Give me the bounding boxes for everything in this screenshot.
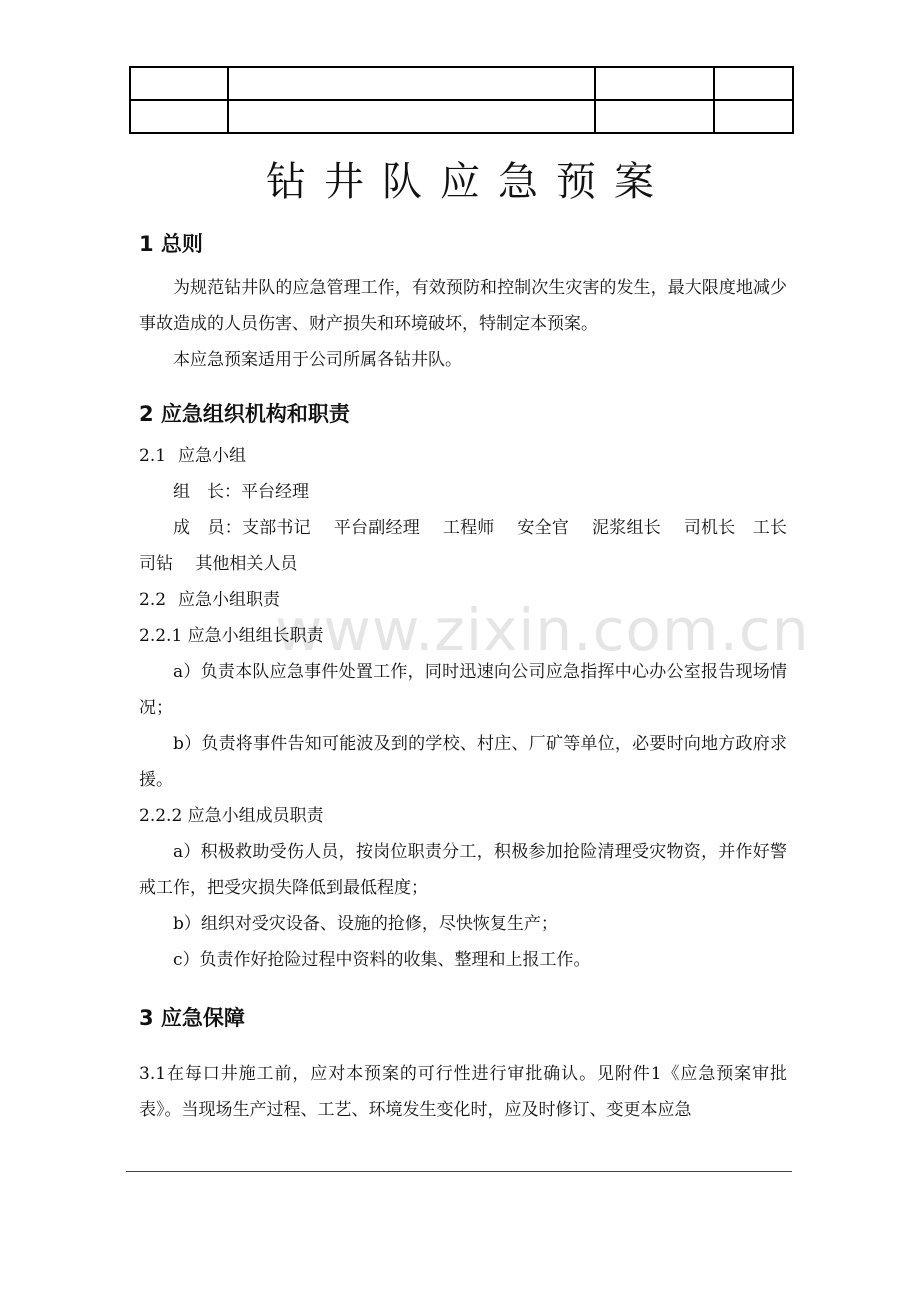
header-table-cell	[228, 67, 595, 100]
header-table-cell	[130, 100, 228, 133]
watermark: www.zixin.com.cn	[275, 596, 810, 664]
paragraph-purpose: 为规范钻井队的应急管理工作，有效预防和控制次生灾害的发生，最大限度地减少事故造成的人员伤害、财产损失和环境破坏，特制定本预案。	[139, 278, 787, 334]
team-members-label: 成 员：	[173, 518, 242, 538]
header-table-row	[130, 100, 793, 133]
header-table-cell	[228, 100, 595, 133]
subsection-number: 2.1	[139, 446, 167, 466]
paragraph-scope: 本应急预案适用于公司所属各钻井队。	[173, 350, 462, 370]
header-table	[129, 66, 794, 134]
header-table-cell	[130, 67, 228, 100]
subsection-2-2	[139, 582, 787, 618]
section-heading-general: 1 总则	[139, 232, 203, 256]
subsection-title: 应急小组职责	[178, 590, 281, 610]
member-duty-c: c）负责作好抢险过程中资料的收集、整理和上报工作。	[173, 950, 591, 970]
header-table-cell	[595, 100, 714, 133]
header-table-cell	[714, 67, 793, 100]
section-heading-organization: 2 应急组织机构和职责	[139, 402, 350, 426]
subsection-2-2-2: 2.2.2 应急小组成员职责	[139, 806, 324, 826]
footer-divider	[126, 1171, 792, 1172]
team-leader-line	[139, 474, 787, 510]
header-table-cell	[714, 100, 793, 133]
subsection-2-1	[139, 438, 787, 474]
header-table-cell	[595, 67, 714, 100]
member-duty-a: a）积极救助受伤人员，按岗位职责分工，积极参加抢险清理受灾物资，并作好警戒工作，把受灾损失降低到最低程度；	[139, 842, 787, 898]
document-body	[139, 222, 810, 1128]
header-table-row	[130, 67, 793, 100]
member-duty-b: b）组织对受灾设备、设施的抢修，尽快恢复生产；	[173, 914, 558, 934]
team-leader-label: 组 长：	[173, 482, 241, 502]
paragraph-3-1: 3.1在每口井施工前，应对本预案的可行性进行审批确认。见附件1《应急预案审批表》。当现场生产过程、工艺、环境发生变化时，应及时修订、变更本应急	[139, 1064, 787, 1120]
team-members-line	[139, 510, 810, 582]
section-heading-guarantee: 3 应急保障	[139, 1006, 245, 1030]
subsection-2-2-1: 2.2.1 应急小组组长职责	[139, 626, 324, 646]
team-members-value: 支部书记 平台副经理 工程师 安全官 泥浆组长 司机长 工长 司钻 其他相关人员	[139, 518, 810, 574]
leader-duty-b: b）负责将事件告知可能波及到的学校、村庄、厂矿等单位，必要时向地方政府求援。	[139, 734, 787, 790]
team-leader-value: 平台经理	[241, 482, 309, 502]
subsection-number: 2.2	[139, 590, 167, 610]
subsection-title: 应急小组	[178, 446, 247, 466]
document-title: 钻井队应急预案	[266, 159, 672, 205]
leader-duty-a: a）负责本队应急事件处置工作，同时迅速向公司应急指挥中心办公室报告现场情况；	[139, 662, 787, 718]
